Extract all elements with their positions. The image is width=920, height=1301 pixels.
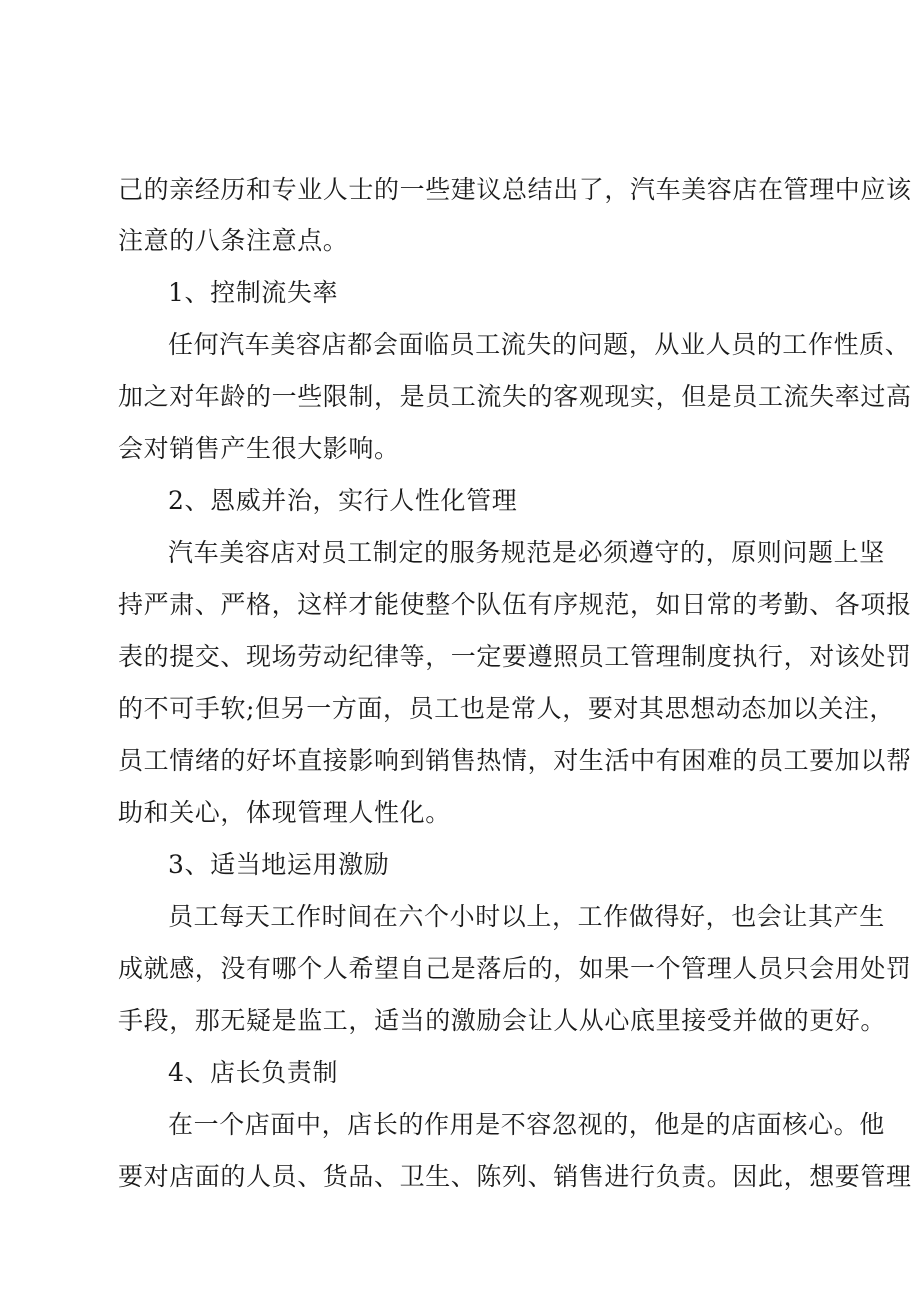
paragraph-line: 汽车美容店对员工制定的服务规范是必须遵守的，原则问题上坚: [168, 538, 885, 567]
paragraph-line: 任何汽车美容店都会面临员工流失的问题，从业人员的工作性质、: [168, 330, 911, 359]
paragraph-line: 在一个店面中，店长的作用是不容忽视的，他是的店面核心。他: [168, 1110, 885, 1139]
section-heading: 3、适当地运用激励: [168, 850, 390, 879]
paragraph-line: 持严肃、严格，这样才能使整个队伍有序规范，如日常的考勤、各项报: [118, 590, 912, 619]
paragraph-line: 手段，那无疑是监工，适当的激励会让人从心底里接受并做的更好。: [118, 1006, 887, 1035]
paragraph-line: 成就感，没有哪个人希望自己是落后的，如果一个管理人员只会用处罚: [118, 954, 912, 983]
paragraph-line: 注意的八条注意点。: [118, 226, 349, 255]
paragraph-line: 表的提交、现场劳动纪律等，一定要遵照员工管理制度执行，对该处罚: [118, 642, 912, 671]
paragraph-line: 员工每天工作时间在六个小时以上，工作做得好，也会让其产生: [168, 902, 885, 931]
paragraph-line: 会对销售产生很大影响。: [118, 434, 400, 463]
paragraph-line: 助和关心，体现管理人性化。: [118, 798, 451, 827]
section-heading: 4、店长负责制: [168, 1058, 339, 1087]
paragraph-line: 己的亲经历和专业人士的一些建议总结出了，汽车美容店在管理中应该: [118, 175, 912, 204]
paragraph-line: 要对店面的人员、货品、卫生、陈列、销售进行负责。因此，想要管理: [118, 1162, 912, 1191]
section-heading: 1、控制流失率: [168, 278, 339, 307]
paragraph-line: 员工情绪的好坏直接影响到销售热情，对生活中有困难的员工要加以帮: [118, 746, 912, 775]
section-heading: 2、恩威并治，实行人性化管理: [168, 486, 518, 515]
paragraph-line: 的不可手软;但另一方面，员工也是常人，要对其思想动态加以关注，: [118, 694, 896, 723]
paragraph-line: 加之对年龄的一些限制，是员工流失的客观现实，但是员工流失率过高: [118, 382, 912, 411]
